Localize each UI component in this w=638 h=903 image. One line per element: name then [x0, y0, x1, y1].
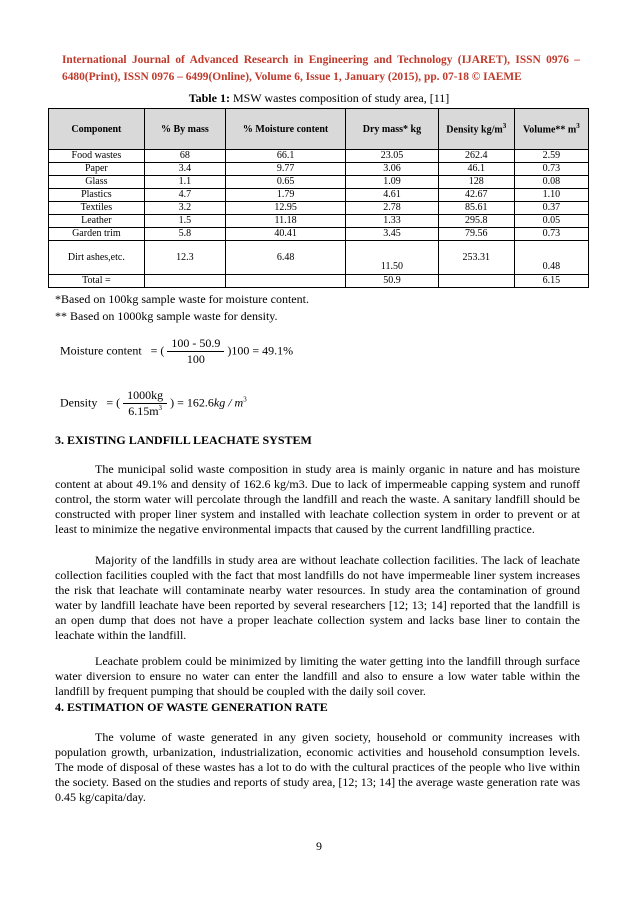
moisture-fraction: $\frac{100 - 50.9}{100}$ [167, 336, 224, 367]
table-cell: 253.31 [438, 241, 514, 275]
table-row [49, 150, 589, 163]
journal-header: International Journal of Advanced Research in Engineering and Technology (IJARET), ISSN 0976 – 6480(Print), ISSN 0976 – 6499(Online), Volume 6, Issue 1, January (2015), pp. 07-18 © IAEME [62, 54, 580, 83]
table-cell: 4.61 [346, 189, 439, 202]
table-row [49, 176, 589, 189]
table-cell: Paper [49, 163, 145, 176]
table-row [49, 215, 589, 228]
table-cell: 1.1 [144, 176, 225, 189]
table-caption [0, 91, 638, 106]
section-3-paragraph-3: Leachate problem could be minimized by limiting the water getting into the landfill through surface water diversion to ensure no water can enter the landfill and also to ensure a low water table within the landfill by frequent pumping that should be coupled with the daily soil cover. [55, 654, 580, 698]
table-cell: 0.08 [514, 176, 588, 189]
page-number: 9 [316, 839, 322, 853]
table-cell: Textiles [49, 202, 145, 215]
density-formula-label: Density [60, 395, 98, 410]
table-cell-empty [144, 275, 225, 288]
table-cell: 12.95 [226, 202, 346, 215]
table-cell: 1.10 [514, 189, 588, 202]
table-cell-empty [226, 275, 346, 288]
col-header-mass: % By mass [144, 109, 225, 150]
col-header-component: Component [49, 109, 145, 150]
total-label: Total = [49, 275, 145, 288]
table-cell: 11.18 [226, 215, 346, 228]
table-cell: 1.09 [346, 176, 439, 189]
density-formula: Density = ( $\frac{1000kg}{6.15m^3}$ ) = $162.6kg / m^3$ [60, 388, 247, 418]
table-cell: 68 [144, 150, 225, 163]
table-cell: 9.77 [226, 163, 346, 176]
table-cell: 0.48 [514, 241, 588, 275]
table-cell: 262.4 [438, 150, 514, 163]
note-density: ** Based on 1000kg sample waste for density. [55, 309, 278, 323]
table-cell: 0.65 [226, 176, 346, 189]
table-cell: Plastics [49, 189, 145, 202]
table-cell: 42.67 [438, 189, 514, 202]
col-header-volume: Volume** $m^3$ [514, 109, 588, 150]
note-moisture: *Based on 100kg sample waste for moisture content. [55, 292, 309, 306]
total-dry-mass: 50.9 [346, 275, 439, 288]
table-cell: 0.73 [514, 228, 588, 241]
col-header-moisture: % Moisture content [226, 109, 346, 150]
table-cell: 12.3 [144, 241, 225, 275]
total-volume: 6.15 [514, 275, 588, 288]
col-header-dry-mass: Dry mass* kg [346, 109, 439, 150]
table-header-row [49, 109, 589, 150]
table-row [49, 189, 589, 202]
section-3-title: 3. EXISTING LANDFILL LEACHATE SYSTEM [55, 433, 312, 447]
col-header-density: Density $kg/m^3$ [438, 109, 514, 150]
table-cell: 23.05 [346, 150, 439, 163]
table-cell: 5.8 [144, 228, 225, 241]
section-4-title: 4. ESTIMATION OF WASTE GENERATION RATE [55, 700, 328, 714]
table-cell: 3.45 [346, 228, 439, 241]
table-cell: 2.59 [514, 150, 588, 163]
table-cell: 0.37 [514, 202, 588, 215]
table-cell: Food wastes [49, 150, 145, 163]
density-fraction: $\frac{1000kg}{6.15m^3}$ [123, 388, 167, 419]
table-cell: 6.48 [226, 241, 346, 275]
table-cell: 3.06 [346, 163, 439, 176]
table-cell: 1.79 [226, 189, 346, 202]
table-cell: 295.8 [438, 215, 514, 228]
moisture-formula: Moisture content = ( $\frac{100 - 50.9}{100}$ )100 = 49.1% [60, 336, 294, 366]
table-cell: 40.41 [226, 228, 346, 241]
table-cell: 4.7 [144, 189, 225, 202]
table-caption-label: Table 1: [188, 91, 230, 105]
table-cell: 3.2 [144, 202, 225, 215]
table-cell: 11.50 [346, 241, 439, 275]
waste-composition-table [48, 108, 589, 288]
table-row [49, 163, 589, 176]
table-caption-text: MSW wastes composition of study area, [11] [229, 91, 450, 105]
table-cell: 46.1 [438, 163, 514, 176]
table-cell: 2.78 [346, 202, 439, 215]
table-cell: 66.1 [226, 150, 346, 163]
table-cell: 1.5 [144, 215, 225, 228]
table-row [49, 202, 589, 215]
table-row-total [49, 275, 589, 288]
table-cell: Leather [49, 215, 145, 228]
table-cell-empty [438, 275, 514, 288]
section-3-paragraph-1: The municipal solid waste composition in study area is mainly organic in nature and has moisture content at about 49.1% and density of 162.6 kg/m3. Due to lack of impermeable capping system and runoff control, the storm water will percolate through the landfill and reach the waste. A sanitary landfill should be constructed with proper liner system and installed with leachate collection system in order to prevent or at least to minimize the negative environmental impacts that caused by the current landfilling practice. [55, 462, 580, 536]
table-cell: Dirt ashes,etc. [49, 241, 145, 275]
density-formula-result: ) = 162.6 [170, 395, 214, 410]
table-row-dirt [49, 241, 589, 275]
table-cell: 3.4 [144, 163, 225, 176]
table-cell: 128 [438, 176, 514, 189]
moisture-formula-result: )100 = 49.1% [227, 343, 294, 358]
table-cell: Glass [49, 176, 145, 189]
table-cell: 85.61 [438, 202, 514, 215]
density-formula-unit: kg / m [213, 395, 244, 410]
section-4-paragraph-1: The volume of waste generated in any given society, household or community increases with population growth, urbanization, industrialization, economic activities and household consumption levels. The mode of disposal of these wastes has a lot to do with the cultural practices of the people who live within the society. Based on the studies and reports of study area, [12; 13; 14] the average waste generation rate was 0.45 kg/capita/day. [55, 730, 580, 804]
table-row [49, 228, 589, 241]
table-cell: 79.56 [438, 228, 514, 241]
table-cell: 1.33 [346, 215, 439, 228]
moisture-formula-label: Moisture content [60, 343, 142, 358]
table-cell: 0.73 [514, 163, 588, 176]
table-cell: Garden trim [49, 228, 145, 241]
section-3-paragraph-2: Majority of the landfills in study area are without leachate collection facilities. The lack of leachate collection facilities coupled with the fact that most landfills do not have impermeable liner system increases the risk that leachate will contaminate nearby water resources. In study area the contamination of ground water by landfill leachate have been reported by several researchers [12; 13; 14] reported that the landfill is an open dump that does not have a proper leachate collection system and lacks base liner to contain the leachate within the landfill. [55, 553, 580, 642]
table-cell: 0.05 [514, 215, 588, 228]
